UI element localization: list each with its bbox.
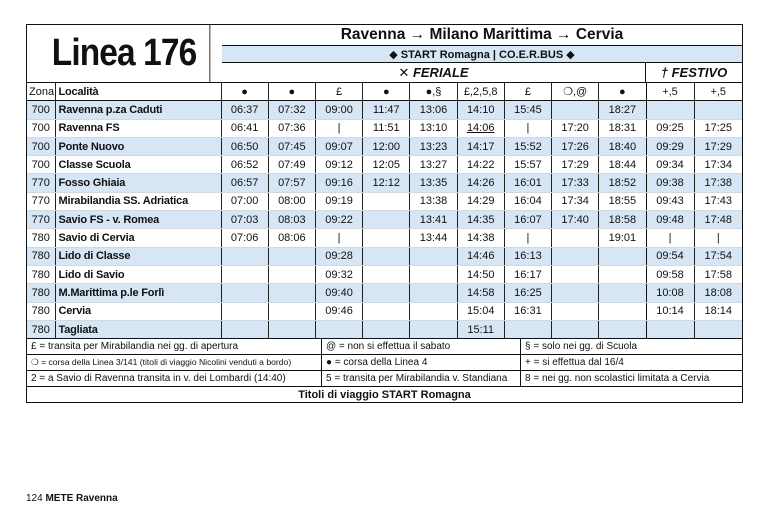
stop-name: Lido di Classe: [55, 247, 221, 265]
departure-time: [268, 320, 315, 338]
departure-time: 17:25: [694, 119, 742, 137]
stop-name: Classe Scuola: [55, 156, 221, 174]
run-symbol: ●: [221, 83, 268, 101]
localita-header: Località: [55, 83, 221, 101]
departure-time: 17:34: [552, 192, 599, 210]
departure-time: 09:34: [646, 156, 694, 174]
departure-time: 15:52: [504, 137, 551, 155]
departure-time: 13:27: [410, 156, 457, 174]
departure-time: |: [315, 119, 362, 137]
run-symbol: +,5: [694, 83, 742, 101]
run-symbol: ●: [599, 83, 646, 101]
departure-time: 14:17: [457, 137, 504, 155]
stop-name: Savio FS - v. Romea: [55, 211, 221, 229]
stop-name: M.Marittima p.le Forlì: [55, 284, 221, 302]
departure-time: 18:52: [599, 174, 646, 192]
stop-name: Tagliata: [55, 320, 221, 338]
departure-time: 16:04: [504, 192, 551, 210]
legend: [27, 339, 742, 387]
departure-time: 08:00: [268, 192, 315, 210]
run-symbol: £,2,5,8: [457, 83, 504, 101]
departure-time: 07:03: [221, 211, 268, 229]
departure-time: 17:48: [694, 211, 742, 229]
departure-time: |: [504, 119, 551, 137]
departure-time: 07:57: [268, 174, 315, 192]
departure-time: 07:36: [268, 119, 315, 137]
stop-row: [27, 320, 742, 338]
departure-time: 18:14: [694, 302, 742, 320]
departure-time: 16:01: [504, 174, 551, 192]
stop-row: [27, 137, 742, 155]
stop-zone: 700: [27, 156, 55, 174]
departure-time: 13:41: [410, 211, 457, 229]
departure-time: [552, 101, 599, 119]
departure-time: 06:37: [221, 101, 268, 119]
note-5: 5 = transita per Mirabilandia v. Standiana: [322, 371, 521, 386]
departure-time: 07:49: [268, 156, 315, 174]
departure-time: 13:35: [410, 174, 457, 192]
departure-time: 09:19: [315, 192, 362, 210]
departure-time: 09:38: [646, 174, 694, 192]
departure-time: [268, 284, 315, 302]
departure-time: [363, 302, 410, 320]
legend-row: [27, 355, 742, 371]
departure-time: [410, 284, 457, 302]
departure-time: 13:10: [410, 119, 457, 137]
stop-name: Ravenna p.za Caduti: [55, 101, 221, 119]
departure-time: 07:32: [268, 101, 315, 119]
route-title: Ravenna → Milano Marittima → Cervia: [222, 25, 742, 46]
timetable-sheet: [26, 24, 743, 403]
departure-time: [694, 101, 742, 119]
departure-time: 18:55: [599, 192, 646, 210]
departure-time: 09:48: [646, 211, 694, 229]
stop-name: Ravenna FS: [55, 119, 221, 137]
departure-time: [552, 284, 599, 302]
departure-time: 14:26: [457, 174, 504, 192]
departure-time: 09:46: [315, 302, 362, 320]
stop-name: Ponte Nuovo: [55, 137, 221, 155]
departure-time: 18:58: [599, 211, 646, 229]
departure-time: [599, 320, 646, 338]
departure-time: [599, 284, 646, 302]
departure-time: 15:11: [457, 320, 504, 338]
timetable-header: [27, 25, 742, 83]
departure-time: [552, 302, 599, 320]
departure-time: 17:26: [552, 137, 599, 155]
departure-time: 18:40: [599, 137, 646, 155]
departure-time: [315, 320, 362, 338]
departure-time: 17:33: [552, 174, 599, 192]
stop-zone: 770: [27, 174, 55, 192]
departure-time: 14:35: [457, 211, 504, 229]
departure-time: 17:38: [694, 174, 742, 192]
departure-time: 14:38: [457, 229, 504, 247]
page-footer: [26, 493, 118, 504]
note-bullet: ● = corsa della Linea 4: [322, 355, 521, 370]
stop-row: [27, 229, 742, 247]
note-2: 2 = a Savio di Ravenna transita in v. dei Lombardi (14:40): [27, 371, 322, 386]
departure-time: 07:00: [221, 192, 268, 210]
departure-time: [268, 265, 315, 283]
departure-time: 19:01: [599, 229, 646, 247]
departure-time: 10:08: [646, 284, 694, 302]
departure-time: 09:16: [315, 174, 362, 192]
departure-time: 17:20: [552, 119, 599, 137]
stop-zone: 770: [27, 192, 55, 210]
departure-time: [268, 247, 315, 265]
feriale-label: ✕ FERIALE: [398, 64, 469, 80]
operators-label: ◆ START Romagna | CO.E.R.BUS ◆: [222, 46, 742, 63]
departure-time: [694, 320, 742, 338]
departure-time: [221, 265, 268, 283]
departure-time: [221, 284, 268, 302]
departure-time: [363, 247, 410, 265]
departure-time: 14:46: [457, 247, 504, 265]
departure-time: 11:47: [363, 101, 410, 119]
departure-time: |: [646, 229, 694, 247]
stop-name: Mirabilandia SS. Adriatica: [55, 192, 221, 210]
departure-time: 06:41: [221, 119, 268, 137]
day-types: [222, 63, 742, 82]
stop-zone: 780: [27, 302, 55, 320]
departure-time: 09:32: [315, 265, 362, 283]
departure-time: [221, 247, 268, 265]
legend-row: [27, 371, 742, 387]
departure-time: 16:13: [504, 247, 551, 265]
departure-time: 18:31: [599, 119, 646, 137]
stop-zone: 700: [27, 137, 55, 155]
departure-time: |: [694, 229, 742, 247]
note-circle: ❍ = corsa della Linea 3/141 (titoli di viaggio Nicolini venduti a bordo): [27, 355, 322, 370]
stop-name: Lido di Savio: [55, 265, 221, 283]
departure-time: 09:07: [315, 137, 362, 155]
departure-time: |: [315, 229, 362, 247]
departure-time: [363, 229, 410, 247]
stop-row: [27, 211, 742, 229]
departure-time: 17:43: [694, 192, 742, 210]
departure-time: 09:00: [315, 101, 362, 119]
departure-time: 14:50: [457, 265, 504, 283]
departure-time: 06:57: [221, 174, 268, 192]
run-symbol: £: [315, 83, 362, 101]
departure-time: [504, 320, 551, 338]
zona-header: Zona: [27, 83, 55, 101]
departure-time: [410, 247, 457, 265]
departure-time: 12:00: [363, 137, 410, 155]
stop-zone: 700: [27, 101, 55, 119]
stop-row: [27, 192, 742, 210]
departure-time: 16:25: [504, 284, 551, 302]
note-8: 8 = nei gg. non scolastici limitata a Cervia: [525, 373, 710, 385]
run-symbol: ●: [363, 83, 410, 101]
departure-time: 13:23: [410, 137, 457, 155]
departure-time: 12:12: [363, 174, 410, 192]
departure-time: 14:29: [457, 192, 504, 210]
departure-time: [221, 320, 268, 338]
departure-time: |: [504, 229, 551, 247]
departure-time: 17:29: [694, 137, 742, 155]
departure-time: 14:58: [457, 284, 504, 302]
departure-time: [363, 211, 410, 229]
departure-time: [410, 320, 457, 338]
festivo-label: † FESTIVO: [645, 63, 742, 82]
stop-zone: 780: [27, 284, 55, 302]
departure-time: 09:22: [315, 211, 362, 229]
publication-name: METE Ravenna: [45, 493, 118, 504]
departure-time: [552, 265, 599, 283]
departure-time: [646, 101, 694, 119]
departure-time: 13:38: [410, 192, 457, 210]
departure-time: [268, 302, 315, 320]
departure-time: [552, 229, 599, 247]
run-symbol: ●,§: [410, 83, 457, 101]
departure-time: [363, 265, 410, 283]
stop-name: Fosso Ghiaia: [55, 174, 221, 192]
departure-time: 14:22: [457, 156, 504, 174]
departure-time: [363, 192, 410, 210]
stop-row: [27, 119, 742, 137]
departure-time: 08:03: [268, 211, 315, 229]
departure-time: [410, 302, 457, 320]
departure-time: [363, 320, 410, 338]
stop-name: Cervia: [55, 302, 221, 320]
departure-time: [599, 302, 646, 320]
stop-row: [27, 174, 742, 192]
page-number: 124: [26, 493, 43, 504]
departure-time: 14:10: [457, 101, 504, 119]
departure-time: 17:34: [694, 156, 742, 174]
departure-time: 09:54: [646, 247, 694, 265]
header-info: [222, 25, 742, 82]
note-section: § = solo nei gg. di Scuola: [525, 341, 638, 353]
departure-time: 09:25: [646, 119, 694, 137]
stop-row: [27, 101, 742, 119]
departure-time: 07:45: [268, 137, 315, 155]
run-symbol: ❍,@: [552, 83, 599, 101]
stop-zone: 780: [27, 247, 55, 265]
departure-time: 09:40: [315, 284, 362, 302]
departure-time: [599, 247, 646, 265]
departure-time: 18:44: [599, 156, 646, 174]
departure-time: 14:06: [457, 119, 504, 137]
departure-time: 16:31: [504, 302, 551, 320]
stop-row: [27, 302, 742, 320]
departure-time: [221, 302, 268, 320]
stop-row: [27, 247, 742, 265]
stop-zone: 780: [27, 229, 55, 247]
departure-time: [552, 247, 599, 265]
departure-time: 09:12: [315, 156, 362, 174]
departure-time: 13:06: [410, 101, 457, 119]
note-plus: + = si effettua dal 16/4: [525, 357, 624, 369]
legend-row: [27, 339, 742, 355]
departure-time: [410, 265, 457, 283]
departure-time: [599, 265, 646, 283]
run-symbol: +,5: [646, 83, 694, 101]
departure-time: [363, 284, 410, 302]
departure-time: [646, 320, 694, 338]
departure-time: 17:54: [694, 247, 742, 265]
departure-time: 09:29: [646, 137, 694, 155]
departure-time: 16:17: [504, 265, 551, 283]
note-at: @ = non si effettua il sabato: [322, 339, 521, 354]
departure-time: 06:52: [221, 156, 268, 174]
departure-time: 15:04: [457, 302, 504, 320]
departure-time: 09:28: [315, 247, 362, 265]
table-header-row: [27, 83, 742, 101]
departure-time: 18:08: [694, 284, 742, 302]
departure-time: 18:27: [599, 101, 646, 119]
departure-time: 17:29: [552, 156, 599, 174]
departure-time: 12:05: [363, 156, 410, 174]
line-title: Linea 176: [39, 25, 211, 82]
stop-zone: 780: [27, 320, 55, 338]
tickets-footer: Titoli di viaggio START Romagna: [298, 388, 471, 401]
departure-time: 15:45: [504, 101, 551, 119]
run-symbol: ●: [268, 83, 315, 101]
run-symbol: £: [504, 83, 551, 101]
departure-time: 11:51: [363, 119, 410, 137]
departure-time: 16:07: [504, 211, 551, 229]
departure-time: 08:06: [268, 229, 315, 247]
stop-zone: 700: [27, 119, 55, 137]
departure-time: 07:06: [221, 229, 268, 247]
timetable-table: [27, 83, 742, 339]
departure-time: [552, 320, 599, 338]
departure-time: 13:44: [410, 229, 457, 247]
stop-name: Savio di Cervia: [55, 229, 221, 247]
departure-time: 17:40: [552, 211, 599, 229]
departure-time: 06:50: [221, 137, 268, 155]
departure-time: 10:14: [646, 302, 694, 320]
departure-time: 09:58: [646, 265, 694, 283]
stop-row: [27, 156, 742, 174]
departure-time: 09:43: [646, 192, 694, 210]
note-pound: £ = transita per Mirabilandia nei gg. di apertura: [27, 339, 322, 354]
departure-time: 17:58: [694, 265, 742, 283]
stop-zone: 770: [27, 211, 55, 229]
departure-time: 15:57: [504, 156, 551, 174]
stop-row: [27, 265, 742, 283]
stop-zone: 780: [27, 265, 55, 283]
stop-row: [27, 284, 742, 302]
